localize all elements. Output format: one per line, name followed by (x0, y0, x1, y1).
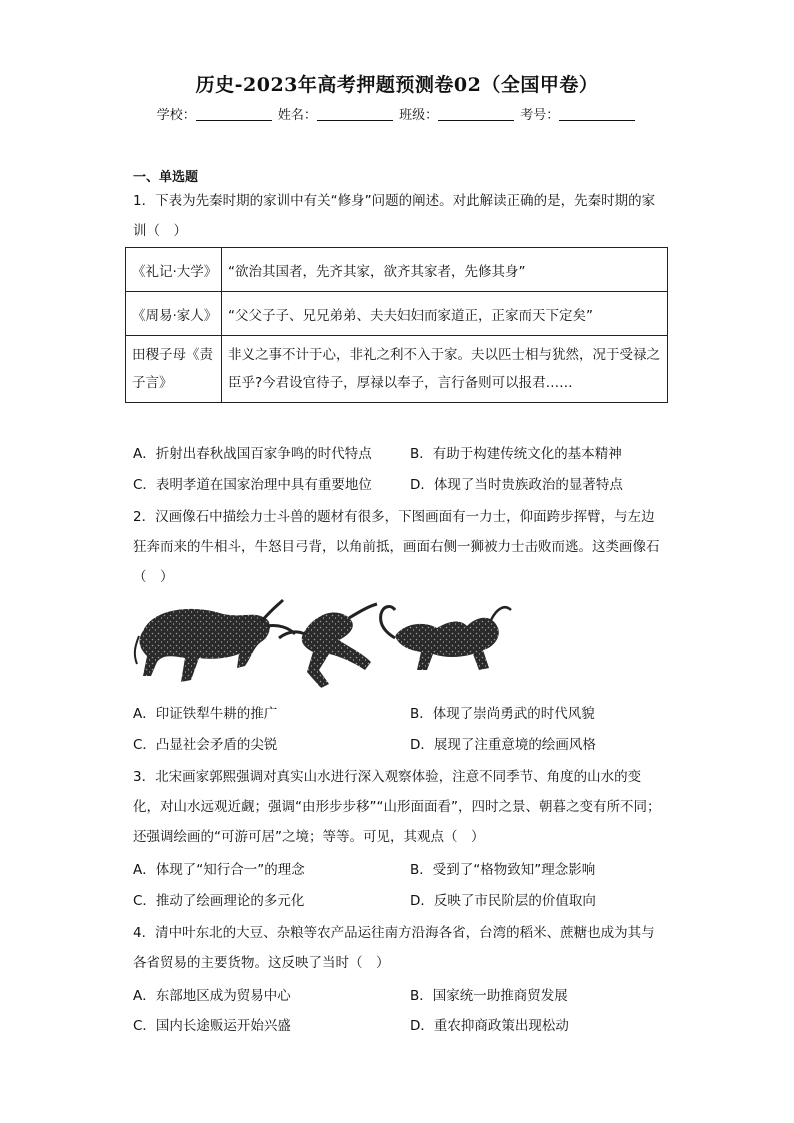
table-cell-text: 非义之事不计于心，非礼之利不入于家。夫以匹士相与犹然，况于受禄之臣乎?今君设官待子，厚禄以奉子，言行备则可以报君…… (222, 336, 668, 403)
q2-option-a[interactable]: A．印证铁犁牛耕的推广 (133, 706, 278, 722)
table-cell-source: 田稷子母《责子言》 (126, 336, 222, 403)
q4-option-a[interactable]: A．东部地区成为贸易中心 (133, 988, 291, 1004)
table-row (126, 336, 668, 403)
student-info-line (0, 104, 794, 123)
q1-option-c[interactable]: C．表明孝道在国家治理中具有重要地位 (133, 477, 372, 493)
q3-option-a[interactable]: A．体现了“知行合一”的理念 (133, 862, 305, 878)
table-cell-source: 《周易·家人》 (126, 292, 222, 336)
q3-option-c[interactable]: C．推动了绘画理论的多元化 (133, 893, 305, 909)
q4-option-b[interactable]: B．国家统一助推商贸发展 (410, 988, 568, 1004)
q3-stem: 3．北宋画家郭熙强调对真实山水进行深入观察体验，注意不同季节、角度的山水的变化，对山水远观近觑；强调“由形步步移”“山形面面看”，四时之景、朝暮之变有所不同；还强调绘画的“可游可居”之境；等等。可见，其观点（ ） (133, 769, 661, 845)
q1-option-d[interactable]: D．体现了当时贵族政治的显著特点 (410, 477, 623, 493)
field-name-label: 姓名： (277, 108, 317, 123)
q4-stem: 4．清中叶东北的大豆、杂粮等农产品运往南方沿海各省，台湾的稻米、蔗糖也成为其与各省贸易的主要货物。这反映了当时（ ） (133, 925, 655, 971)
field-class-blank[interactable] (438, 107, 514, 121)
q3-option-b[interactable]: B．受到了“格物致知”理念影响 (410, 862, 596, 878)
q2-stem: 2．汉画像石中描绘力士斗兽的题材有很多，下图画面有一力士，仰面跨步挥臂，与左边狂奔而来的牛相斗，牛怒目弓背，以角前抵，画面右侧一狮被力士击败而逃。这类画像石（ ） (133, 509, 660, 585)
page-title: 历史-2023年高考押题预测卷02（全国甲卷） (195, 74, 599, 96)
q1-stem: 1．下表为先秦时期的家训中有关“修身”问题的阐述。对此解读正确的是，先秦时期的家训（ ） (133, 193, 656, 239)
field-id-blank[interactable] (559, 107, 635, 121)
q2-option-d[interactable]: D．展现了注重意境的绘画风格 (410, 737, 596, 753)
table-cell-text: “欲治其国者，先齐其家，欲齐其家者，先修其身” (222, 248, 668, 292)
q4-option-d[interactable]: D．重农抑商政策出现松动 (410, 1018, 569, 1034)
table-row (126, 292, 668, 336)
q3-option-d[interactable]: D．反映了市民阶层的价值取向 (410, 893, 596, 909)
q4-option-c[interactable]: C．国内长途贩运开始兴盛 (133, 1018, 291, 1034)
table-cell-text: “父父子子、兄兄弟弟、夫夫妇妇而家道正，正家而天下定矣” (222, 292, 668, 336)
table-row (126, 248, 668, 292)
table-cell-source: 《礼记·大学》 (126, 248, 222, 292)
relief-illustration (133, 596, 517, 696)
han-stone-relief-image (133, 596, 517, 696)
field-name-blank[interactable] (317, 107, 393, 121)
warrior-figure (279, 604, 377, 688)
lion-figure (381, 607, 511, 670)
q1-option-a[interactable]: A．折射出春秋战国百家争鸣的时代特点 (133, 446, 372, 462)
field-school-blank[interactable] (196, 107, 272, 121)
q2-option-c[interactable]: C．凸显社会矛盾的尖锐 (133, 737, 278, 753)
field-school-label: 学校： (156, 108, 196, 123)
q2-option-b[interactable]: B．体现了崇尚勇武的时代风貌 (410, 706, 595, 722)
section-heading: 一、单选题 (133, 170, 199, 185)
q1-option-b[interactable]: B．有助于构建传统文化的基本精神 (410, 446, 622, 462)
field-class-label: 班级： (399, 108, 439, 123)
field-id-label: 考号： (520, 108, 560, 123)
q1-source-table (125, 247, 668, 403)
bull-figure (135, 600, 295, 682)
